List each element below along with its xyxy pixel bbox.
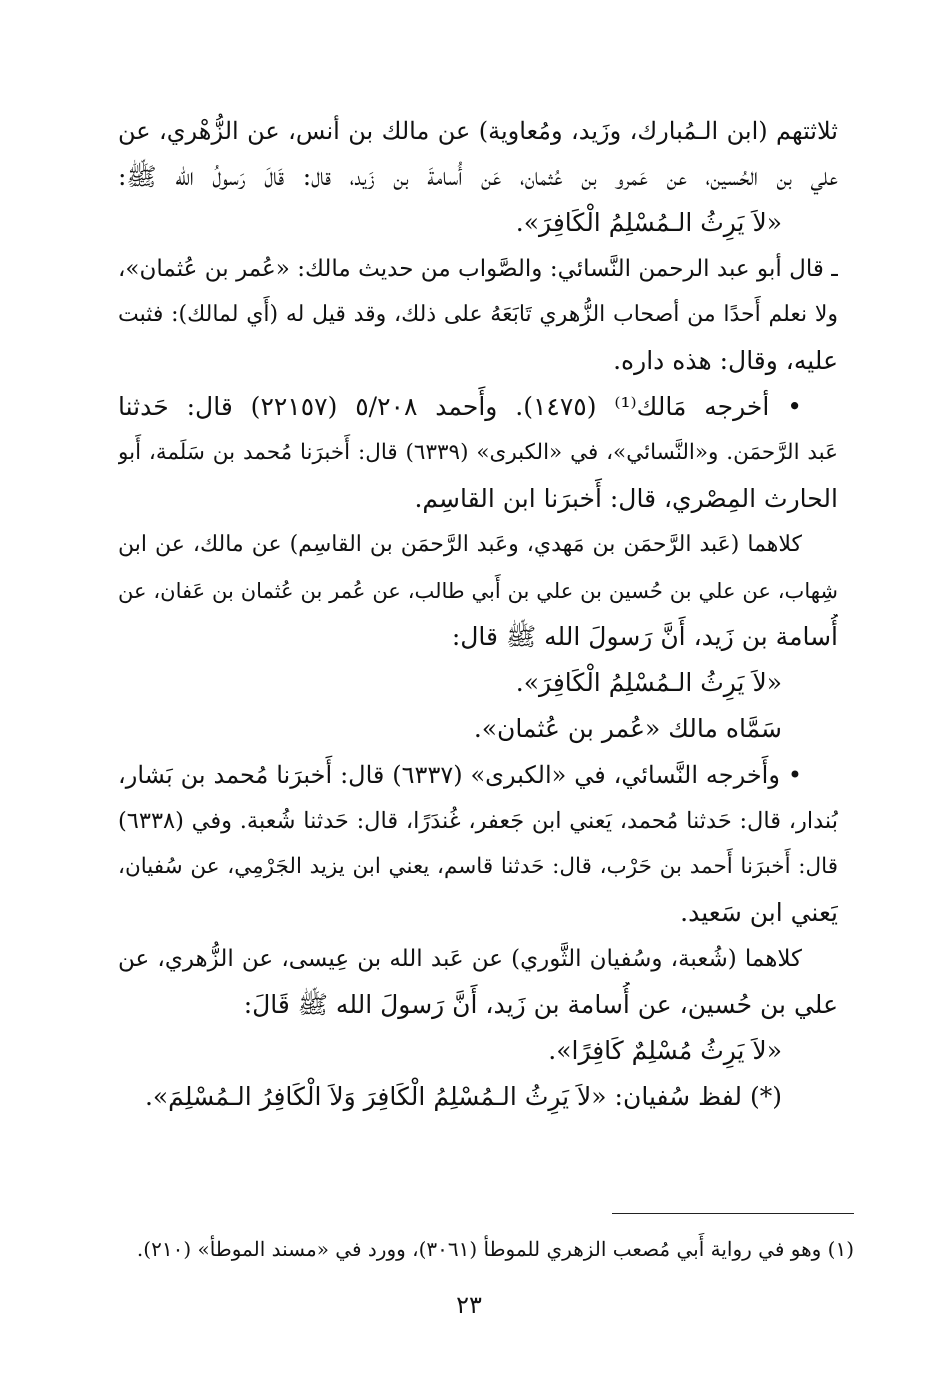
footnote-divider — [612, 1213, 854, 1214]
text-line: كلاهما (عَبد الرَّحمَن بن مَهدي، وعَبد الرَّحمَن بن القاسِم) عن مالك، عن ابن — [118, 532, 802, 557]
text-line: الحارث المِصْري، قال: أَخبرَنا ابن القاسِم. — [414, 484, 838, 513]
text-line: • أخرجه مَالك⁽¹⁾ (١٤٧٥). وأَحمد ٥/٢٠٨ (٢٢١٥٧) قال: حَدثنا — [118, 392, 802, 421]
text-line: • وأَخرجه النَّسائي، في «الكبرى» (٦٣٣٧) قال: أَخبرَنا مُحمد بن بَشار، — [118, 761, 802, 789]
text-line: «لاَ يَرِثُ مُسْلِمٌ كَافِرًا». — [548, 1036, 782, 1065]
text-line: يَعني ابن سَعيد. — [680, 898, 838, 927]
text-line: شِهاب، عن علي بن حُسين بن علي بن أَبي طالب، عن عُمر بن عُثمان بن عَفان، عن — [118, 579, 838, 603]
text-line: (*) لفظ سُفيان: «لاَ يَرِثُ الـمُسْلِمُ الْكَافِرَ وَلاَ الْكَافِرُ الـمُسْلِمَ». — [144, 1082, 782, 1111]
text-line: بُندار، قال: حَدثنا مُحمد، يَعني ابن جَعفر، غُندَرًا، قال: حَدثنا شُعبة. وفي (٦٣٣٨) — [118, 808, 838, 834]
text-line: كلاهما (شُعبة، وسُفيان الثَّوري) عن عَبد الله بن عِيسى، عن الزُّهري، عن — [118, 946, 802, 972]
text-line: عَبد الرَّحمَن. و«النَّسائي»، في «الكبرى» (٦٣٣٩) قال: أَخبرَنا مُحمد بن سَلَمة، أَبو — [118, 440, 838, 465]
text-line: «لاَ يَرِثُ الـمُسْلِمُ الْكَافِرَ». — [515, 208, 782, 237]
text-line: ولا نعلم أَحدًا من أصحاب الزُّهري تَابَعَهُ على ذلك، وقد قيل له (أَي لمالك): فثبت — [118, 302, 838, 327]
text-line: قال: أَخبرَنا أَحمد بن حَرْب، قال: حَدثنا قاسم، يعني ابن يزيد الجَرْمِي، عن سُفيان، — [118, 854, 838, 879]
main-text — [118, 108, 838, 1120]
text-line: «لاَ يَرِثُ الـمُسْلِمُ الْكَافِرَ». — [515, 668, 782, 697]
page-number: ٢٣ — [456, 1291, 482, 1319]
text-line: أُسامة بن زَيد، أَنَّ رَسولَ الله ﷺ قال: — [451, 622, 838, 651]
text-line: ثلاثتهم (ابن الـمُبارك، وزَيد، ومُعاوية) عن مالك بن أنس، عن الزُّهْري، عن — [118, 117, 838, 145]
text-line: علي بن الحُسين، عن عَمرو بن عُثمان، عَن أُسامةَ بن زَيد، قال: قَالَ رَسولُ الله ﷺ: — [118, 162, 838, 191]
footnote: (١) وهو في رواية أَبي مُصعب الزهري للموطأ (٣٠٦١)، وورد في «مسند الموطأ» (٢١٠). — [136, 1237, 854, 1261]
text-line: سَمَّاه مالك «عُمر بن عُثمان». — [473, 714, 782, 743]
text-line: ـ قال أبو عبد الرحمن النَّسائي: والصَّواب من حديث مالك: «عُمر بن عُثمان»، — [118, 256, 838, 282]
text-line: عليه، وقال: هذه داره. — [613, 346, 838, 375]
text-line: علي بن حُسين، عن أُسامة بن زَيد، أَنَّ رَسولَ الله ﷺ قَالَ: — [243, 990, 838, 1019]
